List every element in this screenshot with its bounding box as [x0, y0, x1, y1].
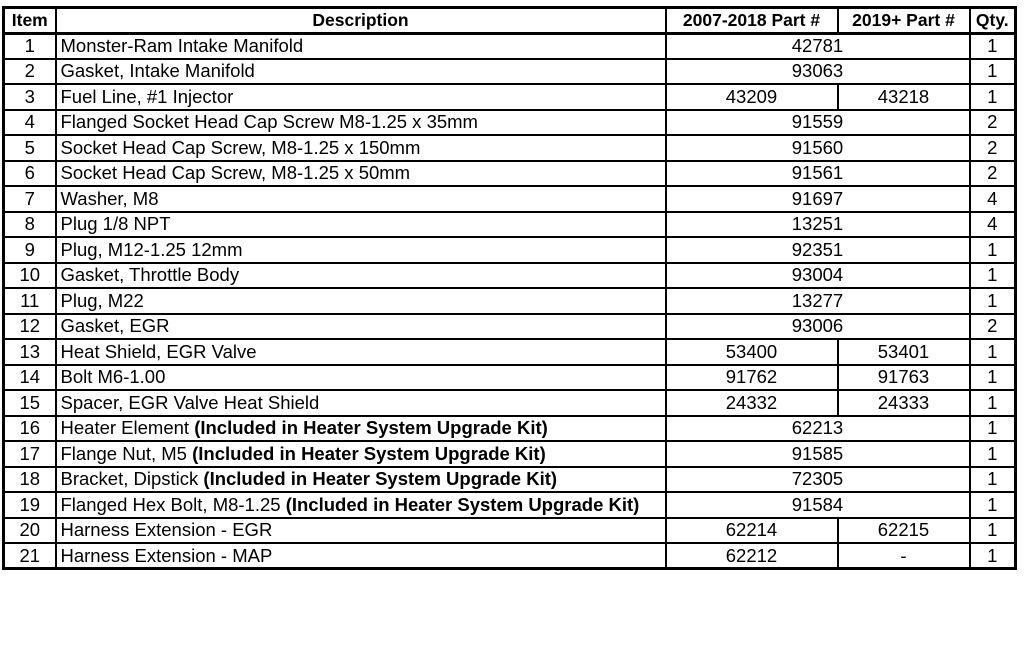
part-number-2019-plus: 24333 [838, 390, 970, 416]
item-number: 4 [4, 110, 56, 136]
table-row [4, 288, 1016, 314]
item-number: 8 [4, 212, 56, 238]
part-number-all-years: 72305 [666, 467, 970, 493]
part-number-2019-plus: 62215 [838, 518, 970, 544]
table-row [4, 84, 1016, 110]
item-description: Gasket, Throttle Body [60, 264, 240, 286]
item-description: Washer, M8 [60, 187, 159, 209]
table-row [4, 263, 1016, 289]
item-description-cell [56, 416, 666, 442]
table-row [4, 314, 1016, 340]
item-description-cell [56, 212, 666, 238]
kit-note: (Included in Heater System Upgrade Kit) [203, 468, 558, 490]
item-description: Harness Extension - MAP [60, 544, 273, 566]
header-qty: Qty. [970, 8, 1016, 34]
item-description: Bolt M6-1.00 [60, 366, 166, 388]
item-number: 17 [4, 441, 56, 467]
part-number-2007-2018: 91762 [666, 365, 838, 391]
item-description-cell [56, 467, 666, 493]
item-description-cell [56, 33, 666, 59]
table-row [4, 212, 1016, 238]
table-row [4, 416, 1016, 442]
item-description: Plug 1/8 NPT [60, 213, 171, 235]
item-description-cell [56, 59, 666, 85]
item-number: 13 [4, 339, 56, 365]
item-quantity: 1 [970, 441, 1016, 467]
item-number: 12 [4, 314, 56, 340]
table-row [4, 339, 1016, 365]
item-description-cell [56, 518, 666, 544]
item-description-cell [56, 390, 666, 416]
item-description: Flange Nut, M5 [60, 442, 187, 464]
item-description-cell [56, 365, 666, 391]
part-number-2007-2018: 24332 [666, 390, 838, 416]
item-description-cell [56, 543, 666, 569]
part-number-all-years: 91559 [666, 110, 970, 136]
item-quantity: 1 [970, 237, 1016, 263]
item-description-cell [56, 314, 666, 340]
item-description-cell [56, 186, 666, 212]
kit-note: (Included in Heater System Upgrade Kit) [192, 442, 546, 464]
item-description-cell [56, 84, 666, 110]
item-quantity: 2 [970, 110, 1016, 136]
item-quantity: 1 [970, 84, 1016, 110]
item-description: Socket Head Cap Screw, M8-1.25 x 50mm [60, 162, 411, 184]
header-description: Description [56, 8, 666, 34]
table-row [4, 33, 1016, 59]
part-number-2007-2018: 53400 [666, 339, 838, 365]
table-row [4, 110, 1016, 136]
table-body [4, 33, 1016, 569]
part-number-all-years: 93004 [666, 263, 970, 289]
item-description: Harness Extension - EGR [60, 519, 273, 541]
part-number-all-years: 62213 [666, 416, 970, 442]
item-description-cell [56, 263, 666, 289]
table-row [4, 161, 1016, 187]
item-number: 19 [4, 492, 56, 518]
item-quantity: 1 [970, 518, 1016, 544]
item-number: 14 [4, 365, 56, 391]
item-number: 5 [4, 135, 56, 161]
item-number: 6 [4, 161, 56, 187]
header-part-2019-plus: 2019+ Part # [838, 8, 970, 34]
table-row [4, 390, 1016, 416]
item-number: 9 [4, 237, 56, 263]
item-number: 15 [4, 390, 56, 416]
item-number: 20 [4, 518, 56, 544]
part-number-2019-plus: 53401 [838, 339, 970, 365]
part-number-all-years: 91584 [666, 492, 970, 518]
item-description-cell [56, 135, 666, 161]
item-number: 10 [4, 263, 56, 289]
header-part-2007-2018: 2007-2018 Part # [666, 8, 838, 34]
part-number-all-years: 13277 [666, 288, 970, 314]
item-description-cell [56, 110, 666, 136]
item-number: 21 [4, 543, 56, 569]
table-row [4, 365, 1016, 391]
part-number-all-years: 13251 [666, 212, 970, 238]
table-row [4, 237, 1016, 263]
item-description-cell [56, 441, 666, 467]
item-quantity: 1 [970, 365, 1016, 391]
part-number-all-years: 91561 [666, 161, 970, 187]
part-number-2007-2018: 62212 [666, 543, 838, 569]
item-quantity: 1 [970, 288, 1016, 314]
item-number: 1 [4, 33, 56, 59]
part-number-all-years: 42781 [666, 33, 970, 59]
item-quantity: 1 [970, 492, 1016, 518]
part-number-all-years: 93006 [666, 314, 970, 340]
item-description-cell [56, 161, 666, 187]
part-number-all-years: 91585 [666, 441, 970, 467]
part-number-all-years: 91560 [666, 135, 970, 161]
item-description: Flanged Hex Bolt, M8-1.25 [60, 493, 281, 515]
item-number: 18 [4, 467, 56, 493]
item-number: 7 [4, 186, 56, 212]
item-quantity: 1 [970, 33, 1016, 59]
item-number: 16 [4, 416, 56, 442]
item-quantity: 1 [970, 390, 1016, 416]
part-number-2007-2018: 43209 [666, 84, 838, 110]
table-row [4, 467, 1016, 493]
item-number: 2 [4, 59, 56, 85]
item-description-cell [56, 492, 666, 518]
item-number: 3 [4, 84, 56, 110]
item-quantity: 1 [970, 416, 1016, 442]
table-row [4, 186, 1016, 212]
part-number-2019-plus: 43218 [838, 84, 970, 110]
part-number-all-years: 93063 [666, 59, 970, 85]
item-description: Fuel Line, #1 Injector [60, 85, 234, 107]
item-quantity: 4 [970, 186, 1016, 212]
item-description: Spacer, EGR Valve Heat Shield [60, 391, 320, 413]
kit-note: (Included in Heater System Upgrade Kit) [194, 417, 548, 439]
part-number-all-years: 91697 [666, 186, 970, 212]
kit-note: (Included in Heater System Upgrade Kit) [285, 493, 640, 515]
item-description-cell [56, 288, 666, 314]
item-description: Gasket, Intake Manifold [60, 60, 255, 82]
item-description-cell [56, 237, 666, 263]
table-header [4, 8, 1016, 34]
item-quantity: 1 [970, 263, 1016, 289]
header-row [4, 8, 1016, 34]
table-row [4, 492, 1016, 518]
table-row [4, 59, 1016, 85]
part-number-2019-plus: 91763 [838, 365, 970, 391]
item-quantity: 1 [970, 59, 1016, 85]
header-item: Item [4, 8, 56, 34]
item-description: Flanged Socket Head Cap Screw M8-1.25 x 35mm [60, 111, 478, 133]
item-number: 11 [4, 288, 56, 314]
item-quantity: 2 [970, 161, 1016, 187]
item-quantity: 4 [970, 212, 1016, 238]
table-row [4, 135, 1016, 161]
table-row [4, 441, 1016, 467]
item-quantity: 2 [970, 135, 1016, 161]
part-number-2007-2018: 62214 [666, 518, 838, 544]
item-quantity: 1 [970, 543, 1016, 569]
item-description: Heater Element [60, 417, 190, 439]
item-description: Plug, M22 [60, 289, 144, 311]
table-row [4, 518, 1016, 544]
parts-table [2, 6, 1017, 570]
item-description: Heat Shield, EGR Valve [60, 340, 257, 362]
item-description: Socket Head Cap Screw, M8-1.25 x 150mm [60, 136, 421, 158]
part-number-2019-plus: - [838, 543, 970, 569]
part-number-all-years: 92351 [666, 237, 970, 263]
item-description: Bracket, Dipstick [60, 468, 199, 490]
item-quantity: 2 [970, 314, 1016, 340]
table-row [4, 543, 1016, 569]
item-quantity: 1 [970, 339, 1016, 365]
item-description: Plug, M12-1.25 12mm [60, 238, 243, 260]
item-description-cell [56, 339, 666, 365]
item-description: Gasket, EGR [60, 315, 170, 337]
item-description: Monster-Ram Intake Manifold [60, 35, 304, 56]
item-quantity: 1 [970, 467, 1016, 493]
